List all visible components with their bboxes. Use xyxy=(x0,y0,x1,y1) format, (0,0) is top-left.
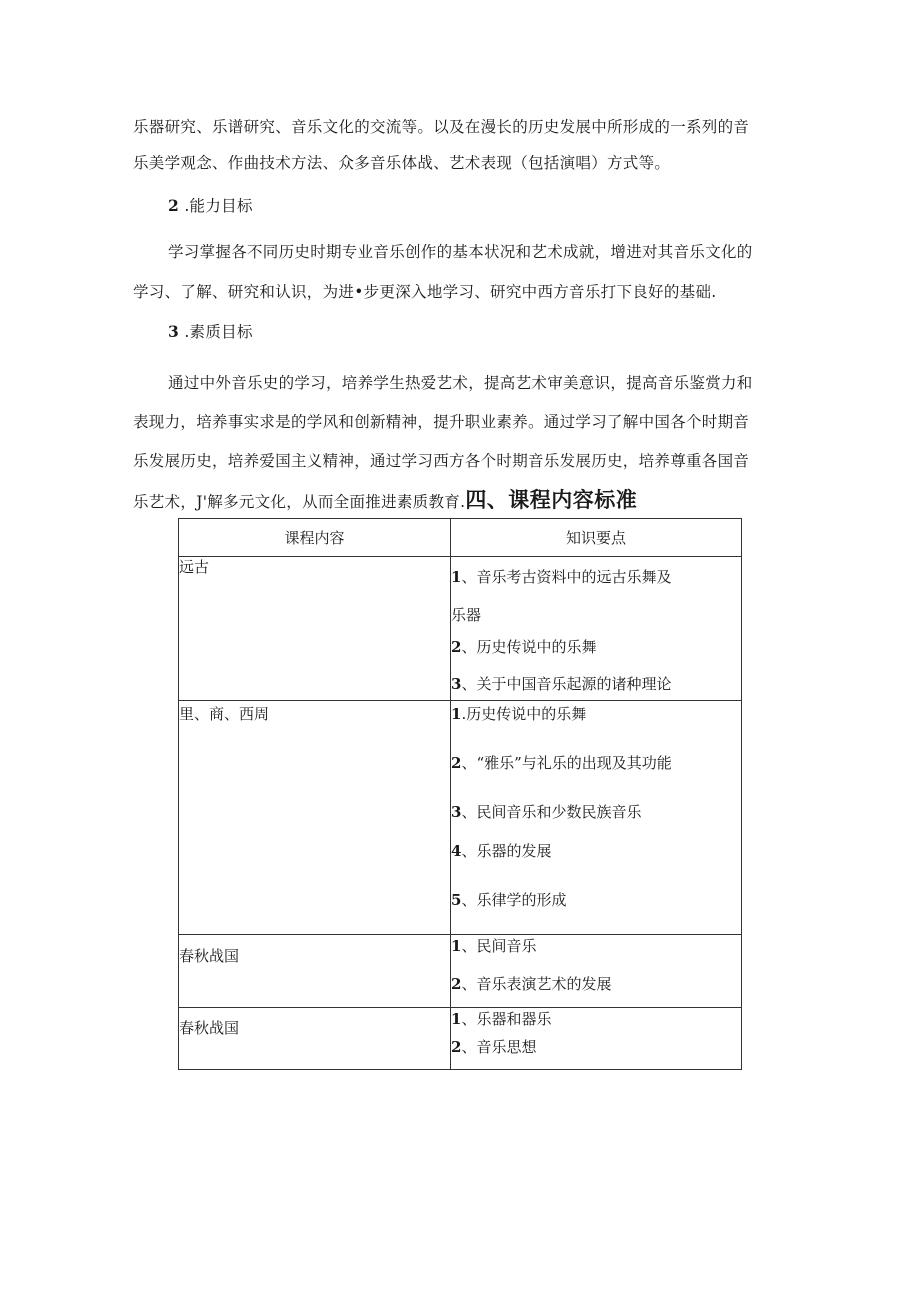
section-4-heading: 四、课程内容标准 xyxy=(465,488,638,512)
quality-heading xyxy=(168,322,828,342)
point-item: 1、音乐考古资料中的远古乐舞及 xyxy=(451,568,672,586)
header-knowledge-points: 知识要点 xyxy=(451,519,742,557)
point-item: 5、乐律学的形成 xyxy=(451,891,567,909)
table-row xyxy=(179,557,742,701)
ability-heading xyxy=(168,196,828,216)
quality-heading-number: 3 xyxy=(168,322,180,341)
era-cell: 远古 xyxy=(179,557,451,701)
point-item: 2、音乐表演艺术的发展 xyxy=(451,975,612,993)
era-cell: 里、商、西周 xyxy=(179,701,451,935)
point-item: 1、民间音乐 xyxy=(451,937,537,955)
point-item: 1、乐器和器乐 xyxy=(451,1010,552,1028)
ability-heading-number: 2 xyxy=(168,196,180,215)
quality-paragraph-line-1: 通过中外音乐史的学习，培养学生热爱艺术，提高艺术审美意识，提高音乐鉴赏力和 xyxy=(168,374,753,392)
era-cell: 春秋战国 xyxy=(179,1008,451,1070)
course-content-table xyxy=(178,518,742,1070)
quality-paragraph-line-2: 表现力，培养事实求是的学风和创新精神，提升职业素养。通过学习了解中国各个时期音 xyxy=(133,413,750,431)
era-cell: 春秋战国 xyxy=(179,935,451,1008)
table-row xyxy=(179,701,742,935)
ability-paragraph-line-2: 学习、了解、研究和认识，为进•步更深入地学习、研究中西方音乐打下良好的基础. xyxy=(133,283,717,301)
knowledge-paragraph-line-1: 乐器研究、乐谱研究、音乐文化的交流等。以及在漫长的历史发展中所形成的一系列的音 xyxy=(133,118,750,136)
table-row xyxy=(179,935,742,1008)
table-row xyxy=(179,1008,742,1070)
header-course-content: 课程内容 xyxy=(179,519,451,557)
quality-paragraph-line-3: 乐发展历史，培养爱国主义精神，通过学习西方各个时期音乐发展历史，培养尊重各国音 xyxy=(133,452,750,470)
quality-paragraph-line-4-text: 乐艺术，J'解多元文化，从而全面推进素质教育. xyxy=(133,493,466,511)
point-item: 2、历史传说中的乐舞 xyxy=(451,638,597,656)
quality-heading-text: .素质目标 xyxy=(179,323,253,341)
point-item: 乐器 xyxy=(451,606,482,624)
ability-heading-text: .能力目标 xyxy=(179,197,253,215)
point-item: 2、音乐思想 xyxy=(451,1038,537,1056)
ability-paragraph-line-1: 学习掌握各不同历史时期专业音乐创作的基本状况和艺术成就，增进对其音乐文化的 xyxy=(168,243,753,261)
point-item: 3、关于中国音乐起源的诸种理论 xyxy=(451,675,672,693)
quality-paragraph-line-4 xyxy=(133,488,793,514)
points-cell xyxy=(451,557,742,701)
points-cell xyxy=(451,701,742,935)
point-item: 2、“雅乐”与礼乐的出现及其功能 xyxy=(451,754,672,772)
point-item: 1.历史传说中的乐舞 xyxy=(451,705,587,723)
point-item: 4、乐器的发展 xyxy=(451,842,552,860)
points-cell xyxy=(451,935,742,1008)
points-cell xyxy=(451,1008,742,1070)
knowledge-paragraph-line-2: 乐美学观念、作曲技术方法、众多音乐体战、艺术表现（包括演唱）方式等。 xyxy=(133,154,671,172)
table-header-row xyxy=(179,519,742,557)
point-item: 3、民间音乐和少数民族音乐 xyxy=(451,803,642,821)
